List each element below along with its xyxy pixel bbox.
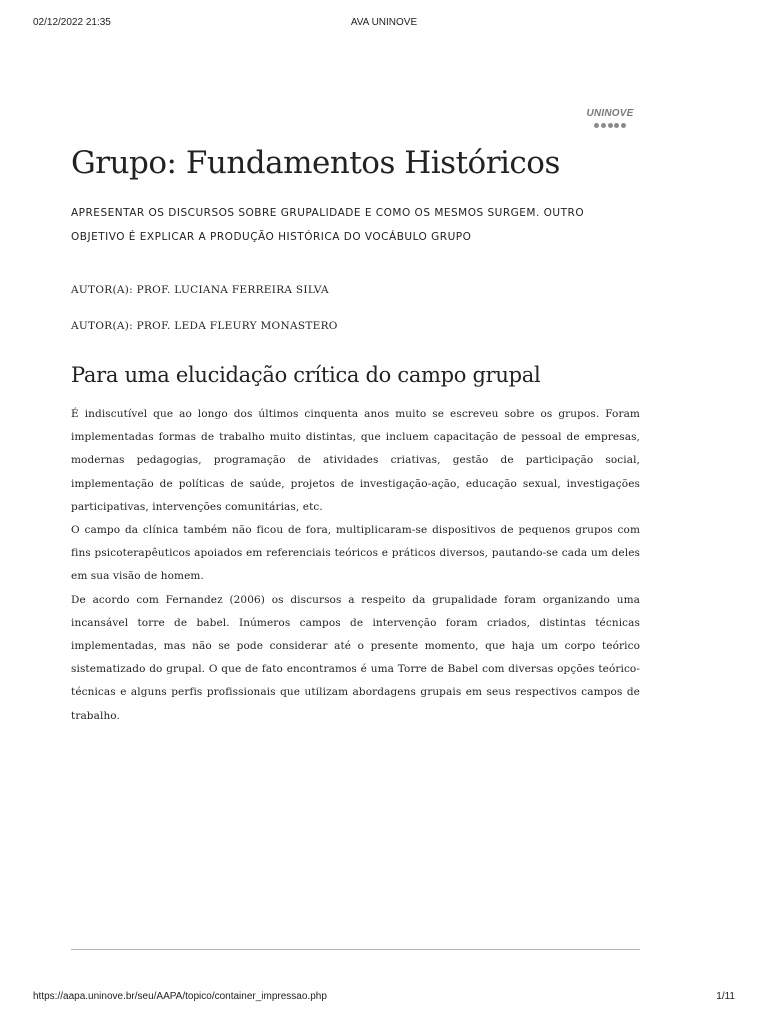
print-footer (0, 991, 768, 1005)
uninove-logo (584, 108, 636, 130)
author-line: AUTOR(A): PROF. LUCIANA FERREIRA SILVA (71, 284, 329, 296)
section-heading: Para uma elucidação crítica do campo grupal (71, 363, 541, 387)
paragraph: De acordo com Fernandez (2006) os discursos a respeito da grupalidade foram organizando uma incansável torre de babel. Inúmeros campos de intervenção foram criados, distintas técnicas implementadas, mas não se pode considerar até o presente momento, que haja um corpo teórico sistematizado do grupal. O que de fato encontramos é uma Torre de Babel com diversas opções teórico-técnicas e alguns perfis profissionais que utilizam abordagens grupais em seus respectivos campos de trabalho. (71, 593, 640, 722)
document-subtitle: APRESENTAR OS DISCURSOS SOBRE GRUPALIDADE E COMO OS MESMOS SURGEM. OUTRO OBJETIVO É EXPLICAR A PRODUÇÃO HISTÓRICA DO VOCÁBULO GRUPO (71, 207, 585, 243)
paragraph: O campo da clínica também não ficou de fora, multiplicaram-se dispositivos de pequenos grupos com fins psicoterapêuticos apoiados em referenciais teóricos e práticos diversos, pautando-se cada um deles em sua visão de homem. (71, 524, 640, 583)
logo-dots-icon (584, 120, 636, 128)
author-line: AUTOR(A): PROF. LEDA FLEURY MONASTERO (71, 320, 338, 332)
logo-wordmark: UNINOVE (586, 108, 634, 119)
document-title: Grupo: Fundamentos Históricos (71, 145, 560, 181)
print-datetime: 02/12/2022 21:35 (33, 17, 111, 28)
paragraph: É indiscutível que ao longo dos últimos cinquenta anos muito se escreveu sobre os grupos. Foram implementadas formas de trabalho muito distintas, que incluem capacitação de pessoal de empresas, modernas pedagogias, programação de atividades criativas, gestão de participação social, implementação de políticas de saúde, projetos de investigação-ação, educação sexual, investigações participativas, intervenções comunitárias, etc. (71, 408, 640, 513)
print-site-title: AVA UNINOVE (350, 17, 418, 28)
document-content (71, 140, 640, 728)
body-text (71, 403, 640, 728)
divider (71, 949, 640, 950)
page-url: https://aapa.uninove.br/seu/AAPA/topico/container_impressao.php (33, 991, 327, 1002)
page-number: 1/11 (716, 991, 735, 1002)
print-header (0, 17, 768, 31)
